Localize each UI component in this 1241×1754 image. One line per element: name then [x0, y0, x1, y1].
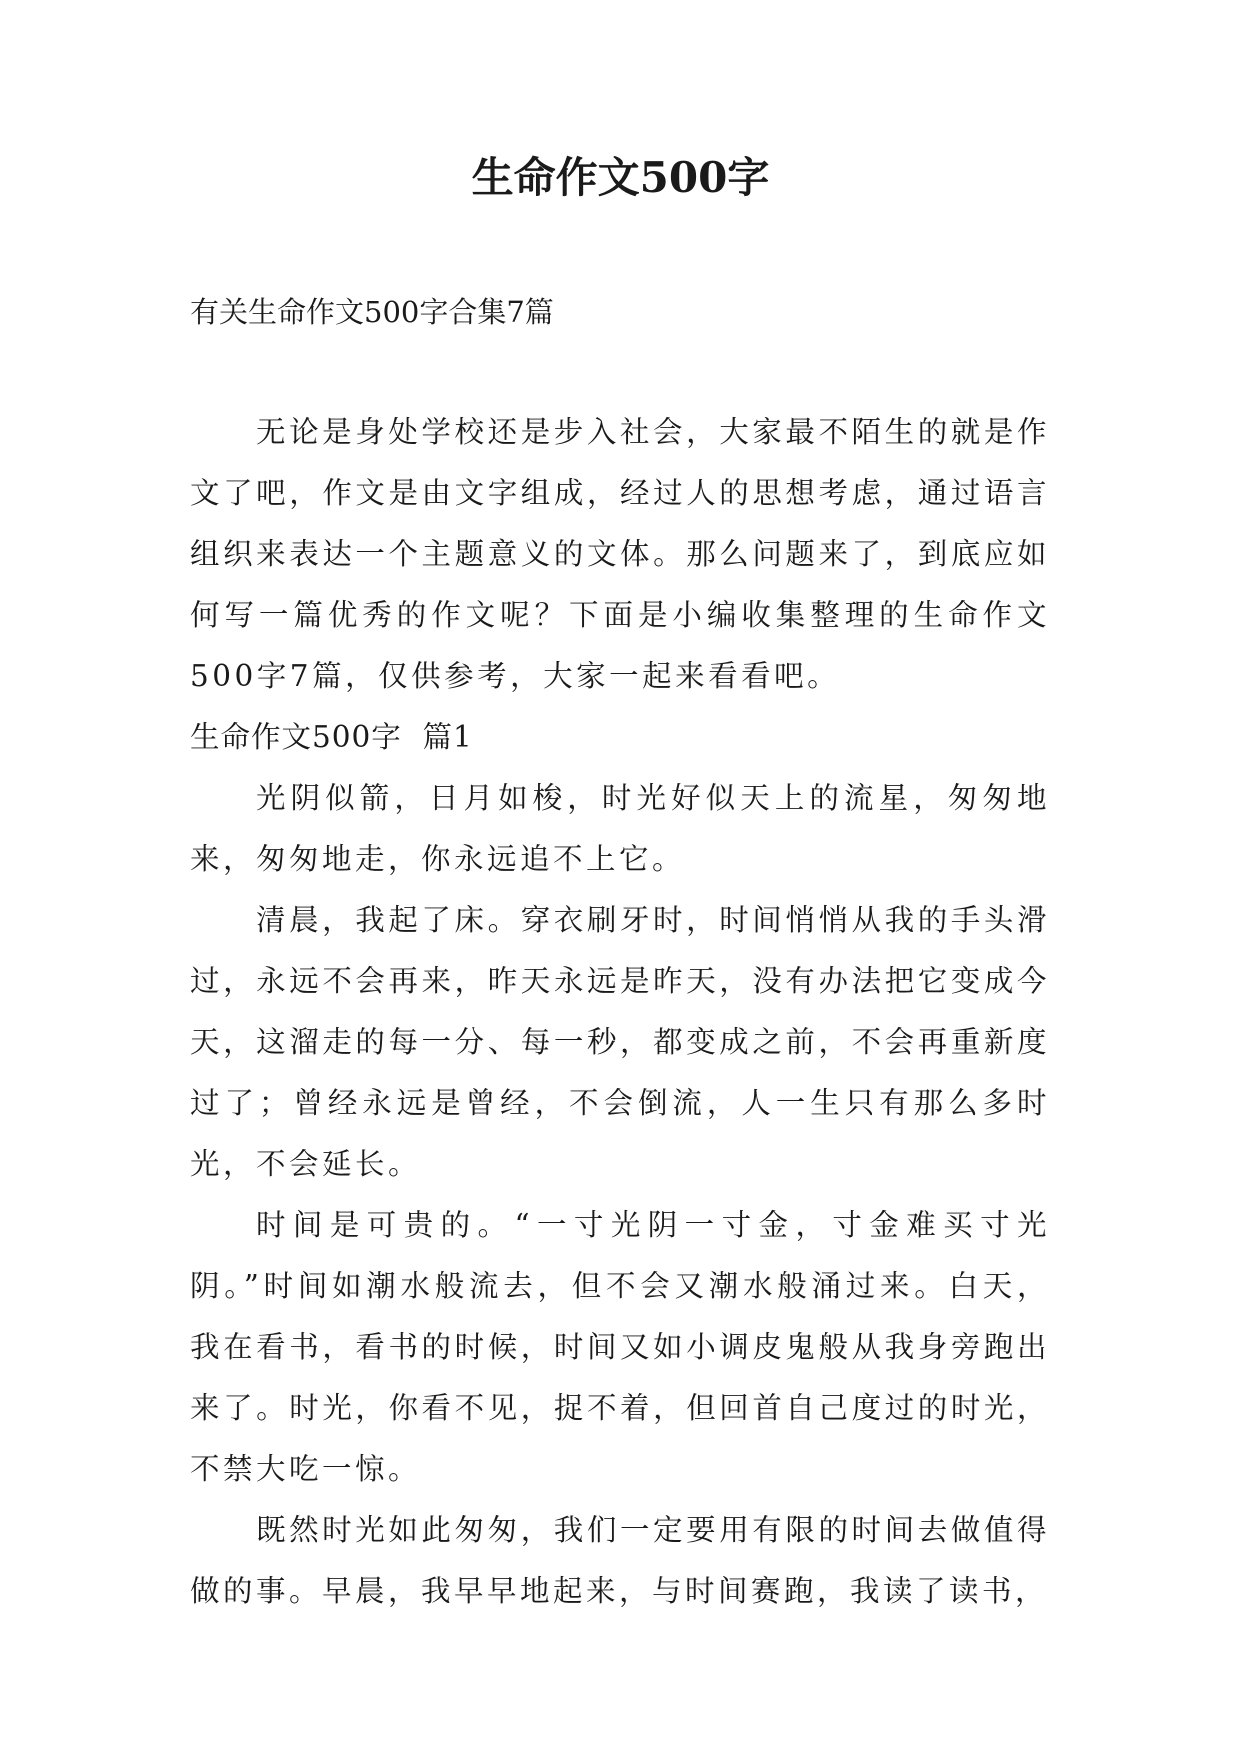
intro-paragraph: 无论是身处学校还是步入社会，大家最不陌生的就是作文了吧，作文是由文字组成，经过人的思想考虑，通过语言组织来表达一个主题意义的文体。那么问题来了，到底应如何写一篇优秀的作文呢？下面是小编收集整理的生命作文500字7篇，仅供参考，大家一起来看看吧。 [190, 415, 1050, 693]
document-title: 生命作文500字 [471, 153, 770, 202]
body-paragraph: 光阴似箭，日月如梭，时光好似天上的流星，匆匆地来，匆匆地走，你永远追不上它。 [190, 781, 1050, 876]
body-paragraph: 既然时光如此匆匆，我们一定要用有限的时间去做值得做的事。早晨，我早早地起来，与时间赛跑，我读了读书， [190, 1513, 1050, 1608]
document-subtitle: 有关生命作文500字合集7篇 [190, 295, 554, 329]
document-body [190, 402, 1050, 1622]
body-paragraph: 时间是可贵的。“一寸光阴一寸金，寸金难买寸光阴。”时间如潮水般流去，但不会又潮水般涌过来。白天，我在看书，看书的时候，时间又如小调皮鬼般从我身旁跑出来了。时光，你看不见，捉不着，但回首自己度过的时光，不禁大吃一惊。 [190, 1208, 1050, 1486]
body-paragraph: 清晨，我起了床。穿衣刷牙时，时间悄悄从我的手头滑过，永远不会再来，昨天永远是昨天，没有办法把它变成今天，这溜走的每一分、每一秒，都变成之前，不会再重新度过了；曾经永远是曾经，不会倒流，人一生只有那么多时光，不会延长。 [190, 903, 1050, 1181]
section-heading: 生命作文500字 篇1 [190, 720, 473, 754]
